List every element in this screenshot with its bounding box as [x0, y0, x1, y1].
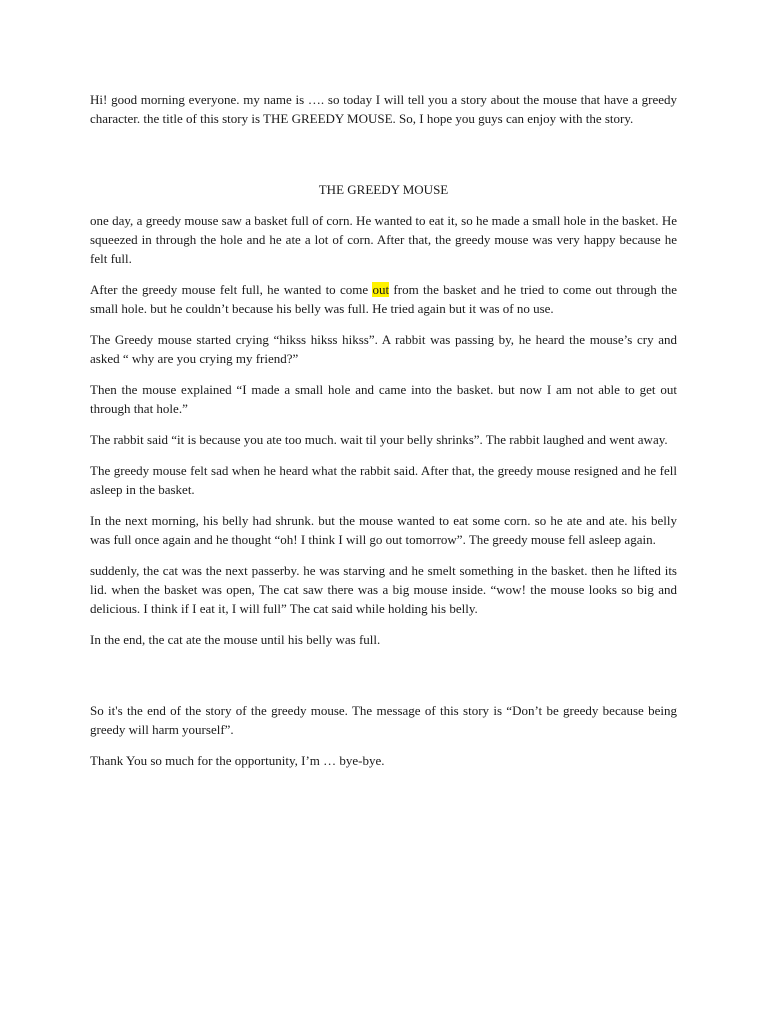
story-paragraph-1: one day, a greedy mouse saw a basket full of corn. He wanted to eat it, so he made a small hole in the basket. He squeezed in through the hole and he ate a lot of corn. After that, the greedy mouse was very happy because he felt full.	[90, 213, 677, 266]
story-paragraph-5: The rabbit said “it is because you ate too much. wait til your belly shrinks”. The rabbit laughed and went away.	[90, 432, 668, 447]
paragraph-2-text-before: After the greedy mouse felt full, he wanted to come	[90, 282, 373, 297]
closing-paragraph: So it's the end of the story of the greedy mouse. The message of this story is “Don’t be greedy because being greedy will harm yourself”.	[90, 703, 677, 737]
story-title: THE GREEDY MOUSE	[318, 182, 449, 197]
paragraph-2-text-after: from the basket and he tried to come out through the small hole. but he couldn’t because his belly was full. He tried again but it was of no use.	[90, 282, 677, 316]
intro-paragraph: Hi! good morning everyone. my name is …. so today I will tell you a story about the mouse that have a greedy character. the title of this story is THE GREEDY MOUSE. So, I hope you guys can enjoy with the story.	[90, 92, 677, 126]
story-paragraph-4: Then the mouse explained “I made a small hole and came into the basket. but now I am not able to get out through that hole.”	[90, 382, 677, 416]
story-paragraph-8: suddenly, the cat was the next passerby. he was starving and he smelt something in the basket. then he lifted its lid. when the basket was open, The cat saw there was a big mouse inside. “wow! the mouse looks so big and delicious. I think if I eat it, I will full” The cat said while holding his belly.	[90, 563, 677, 616]
thanks-paragraph: Thank You so much for the opportunity, I’m … bye-bye.	[90, 753, 385, 768]
story-paragraph-3: The Greedy mouse started crying “hikss hikss hikss”. A rabbit was passing by, he heard the mouse’s cry and asked “ why are you crying my friend?”	[90, 332, 677, 366]
document-body	[90, 90, 677, 782]
story-paragraph-6: The greedy mouse felt sad when he heard what the rabbit said. After that, the greedy mouse resigned and he fell asleep in the basket.	[90, 463, 677, 497]
story-paragraph-2	[90, 280, 677, 318]
story-paragraph-9: In the end, the cat ate the mouse until his belly was full.	[90, 632, 381, 647]
story-paragraph-7: In the next morning, his belly had shrunk. but the mouse wanted to eat some corn. so he ate and ate. his belly was full once again and he thought “oh! I think I will go out tomorrow”. The greedy mouse fell asleep again.	[90, 513, 677, 547]
highlighted-word: out	[372, 282, 390, 297]
